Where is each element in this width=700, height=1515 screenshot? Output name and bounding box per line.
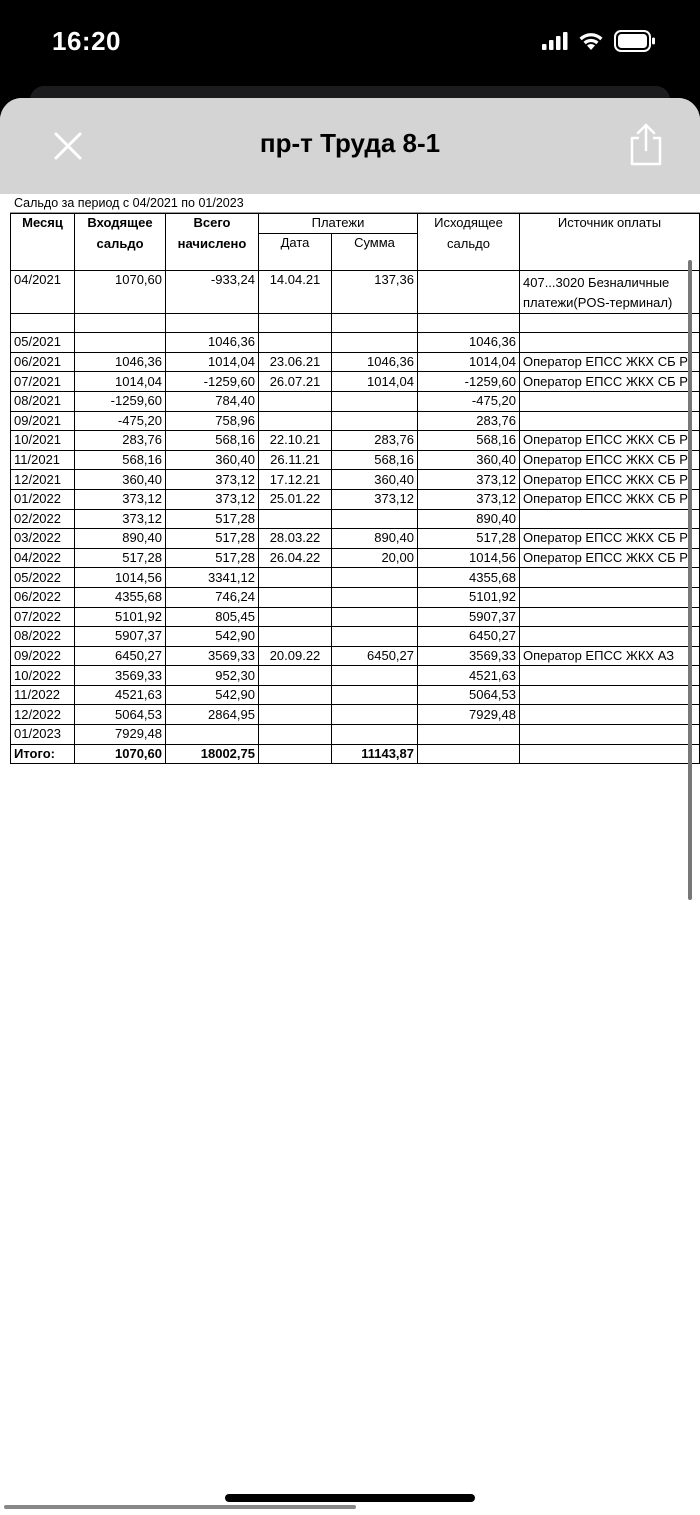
cell-source [520,509,700,529]
table-row [11,529,700,549]
table-row [11,431,700,451]
cell-closing: 5064,53 [418,685,520,705]
cell-sum [332,587,418,607]
cell-source [520,705,700,725]
cell-sum [332,666,418,686]
cell-closing: 3569,33 [418,646,520,666]
cell-date [259,725,332,745]
cell-month: 08/2021 [11,391,75,411]
cell-charged: 2864,95 [166,705,259,725]
cell-sum: 890,40 [332,529,418,549]
cell-month: 10/2022 [11,666,75,686]
table-row [11,607,700,627]
cell-charged: 517,28 [166,529,259,549]
cell-month: 05/2022 [11,568,75,588]
cell-closing: 890,40 [418,509,520,529]
cell-sum: 1046,36 [332,352,418,372]
cell-sum: 137,36 [332,270,418,313]
total-source [520,744,700,764]
cell-source [520,411,700,431]
header-charged-line1: Всего [193,215,231,230]
cell-closing: 360,40 [418,450,520,470]
cell-month: 06/2022 [11,587,75,607]
cell-sum: 568,16 [332,450,418,470]
cell-opening: 1014,04 [75,372,166,392]
cell-date [259,411,332,431]
table-row [11,470,700,490]
cell-closing: 5101,92 [418,587,520,607]
table-row [11,489,700,509]
cell-date: 26.04.22 [259,548,332,568]
cell-sum: 283,76 [332,431,418,451]
cell-closing: 4521,63 [418,666,520,686]
cell-closing: 1014,56 [418,548,520,568]
cell-source: Оператор ЕПСС ЖКХ СБ Р [520,352,700,372]
cell-closing: 568,16 [418,431,520,451]
cell-opening: 517,28 [75,548,166,568]
total-charged: 18002,75 [166,744,259,764]
table-row [11,270,700,313]
cell-source: Оператор ЕПСС ЖКХ СБ Р [520,489,700,509]
cell-month: 01/2022 [11,489,75,509]
cell-month: 12/2022 [11,705,75,725]
report-document[interactable] [10,194,700,1494]
header-row [11,214,700,234]
cell-date [259,685,332,705]
cell-charged: 3341,12 [166,568,259,588]
cell-charged: -933,24 [166,270,259,313]
cell-charged: 542,90 [166,685,259,705]
table-row [11,685,700,705]
cell-source [520,391,700,411]
header-closing-line1: Исходящее [434,215,503,230]
header-closing [418,214,520,271]
share-button[interactable] [626,122,666,168]
cell-opening: 6450,27 [75,646,166,666]
cell-month: 04/2022 [11,548,75,568]
table-row [11,333,700,353]
cell-date [259,568,332,588]
cell-source: Оператор ЕПСС ЖКХ СБ Р [520,548,700,568]
report-caption: Сальдо за период с 04/2021 по 01/2023 [10,194,700,213]
status-time: 16:20 [52,26,121,56]
cell-date [259,607,332,627]
document-title: пр-т Труда 8-1 [259,128,441,158]
cell-closing [418,270,520,313]
cell-sum [332,509,418,529]
cell-sum [332,568,418,588]
table-row [11,372,700,392]
cell-blank [166,313,259,333]
cell-source [520,587,700,607]
cell-source: Оператор ЕПСС ЖКХ АЗ [520,646,700,666]
cell-date [259,705,332,725]
cell-source: Оператор ЕПСС ЖКХ СБ Р [520,450,700,470]
cell-opening: 1070,60 [75,270,166,313]
cell-charged: 746,24 [166,587,259,607]
cell-date: 26.07.21 [259,372,332,392]
cell-charged: 373,12 [166,489,259,509]
horizontal-scrollbar[interactable] [4,1505,356,1509]
cell-source: Оператор ЕПСС ЖКХ СБ Р [520,470,700,490]
cell-date: 26.11.21 [259,450,332,470]
header-sum: Сумма [332,233,418,270]
header-source: Источник оплаты [520,214,700,271]
cell-month: 02/2022 [11,509,75,529]
cell-source-line1: 407...3020 Безналичные [523,274,670,290]
cell-closing: 1046,36 [418,333,520,353]
cell-date: 22.10.21 [259,431,332,451]
total-label: Итого: [11,744,75,764]
cell-closing: 7929,48 [418,705,520,725]
cell-blank [11,313,75,333]
cell-month: 09/2021 [11,411,75,431]
status-bar [0,0,700,96]
cell-closing: -1259,60 [418,372,520,392]
table-row [11,548,700,568]
total-closing [418,744,520,764]
cellular-signal-icon [542,32,568,50]
home-indicator[interactable] [225,1494,475,1502]
cell-sum [332,607,418,627]
cell-charged: -1259,60 [166,372,259,392]
cell-month: 05/2021 [11,333,75,353]
cell-date [259,509,332,529]
total-opening: 1070,60 [75,744,166,764]
cell-closing: 5907,37 [418,607,520,627]
cell-opening: -1259,60 [75,391,166,411]
header-payments: Платежи [259,214,418,234]
cell-sum [332,391,418,411]
table-row [11,352,700,372]
cell-charged: 952,30 [166,666,259,686]
battery-icon [614,30,656,52]
cell-charged: 542,90 [166,627,259,647]
cell-source-line2: платежи(POS-терминал) [523,294,673,310]
table-row [11,725,700,745]
wifi-icon [578,31,604,51]
cell-month: 12/2021 [11,470,75,490]
cell-sum [332,685,418,705]
table-row [11,705,700,725]
cell-opening: 373,12 [75,509,166,529]
cell-opening: 7929,48 [75,725,166,745]
cell-source [520,685,700,705]
cell-opening: 890,40 [75,529,166,549]
cell-sum: 20,00 [332,548,418,568]
share-icon [626,122,666,168]
cell-sum: 373,12 [332,489,418,509]
cell-sum [332,725,418,745]
total-row [11,744,700,764]
header-charged-line2: начислено [177,236,247,251]
cell-month: 08/2022 [11,627,75,647]
table-row [11,509,700,529]
cell-date: 25.01.22 [259,489,332,509]
cell-source [520,568,700,588]
cell-source [520,725,700,745]
header-opening-line2: сальдо [96,236,144,251]
cell-blank [75,313,166,333]
cell-charged: 373,12 [166,470,259,490]
cell-month: 10/2021 [11,431,75,451]
balance-table [10,213,700,764]
status-icons [542,30,656,52]
cell-sum: 6450,27 [332,646,418,666]
cell-source: Оператор ЕПСС ЖКХ СБ Р [520,372,700,392]
cell-source [520,607,700,627]
cell-opening [75,333,166,353]
cell-opening: 4521,63 [75,685,166,705]
cell-closing: 4355,68 [418,568,520,588]
cell-date: 20.09.22 [259,646,332,666]
header-opening-line1: Входящее [87,215,153,230]
cell-month: 07/2021 [11,372,75,392]
cell-charged: 758,96 [166,411,259,431]
cell-charged: 784,40 [166,391,259,411]
cell-charged: 805,45 [166,607,259,627]
cell-sum: 360,40 [332,470,418,490]
cell-opening: 3569,33 [75,666,166,686]
cell-month: 06/2021 [11,352,75,372]
total-sum: 11143,87 [332,744,418,764]
cell-charged: 3569,33 [166,646,259,666]
cell-date [259,333,332,353]
table-row [11,666,700,686]
cell-charged: 1046,36 [166,333,259,353]
total-date [259,744,332,764]
cell-sum [332,705,418,725]
cell-charged: 517,28 [166,548,259,568]
cell-sum [332,411,418,431]
cell-opening: 1046,36 [75,352,166,372]
cell-charged: 1014,04 [166,352,259,372]
cell-opening: 5064,53 [75,705,166,725]
cell-closing: 373,12 [418,470,520,490]
cell-date: 14.04.21 [259,270,332,313]
cell-opening: 373,12 [75,489,166,509]
cell-sum: 1014,04 [332,372,418,392]
nav-bar [0,98,700,194]
table-row [11,450,700,470]
cell-month: 11/2022 [11,685,75,705]
header-month: Месяц [11,214,75,271]
cell-opening: 568,16 [75,450,166,470]
cell-date: 28.03.22 [259,529,332,549]
cell-date [259,627,332,647]
table-row [11,627,700,647]
cell-source [520,270,700,313]
cell-source: Оператор ЕПСС ЖКХ СБ Р [520,431,700,451]
cell-month: 07/2022 [11,607,75,627]
cell-opening: 5101,92 [75,607,166,627]
cell-sum [332,333,418,353]
cell-date [259,391,332,411]
cell-date [259,587,332,607]
cell-charged: 568,16 [166,431,259,451]
header-date: Дата [259,233,332,270]
vertical-scrollbar[interactable] [688,260,692,900]
cell-closing: 517,28 [418,529,520,549]
table-row-blank [11,313,700,333]
cell-month: 03/2022 [11,529,75,549]
cell-date: 23.06.21 [259,352,332,372]
cell-closing: 1014,04 [418,352,520,372]
table-row [11,411,700,431]
cell-source [520,627,700,647]
cell-source [520,333,700,353]
cell-month: 04/2021 [11,270,75,313]
cell-closing [418,725,520,745]
cell-date: 17.12.21 [259,470,332,490]
document-sheet [0,98,700,1515]
cell-month: 11/2021 [11,450,75,470]
cell-opening: 360,40 [75,470,166,490]
cell-opening: 1014,56 [75,568,166,588]
cell-charged: 517,28 [166,509,259,529]
cell-month: 01/2023 [11,725,75,745]
table-row [11,646,700,666]
table-row [11,391,700,411]
cell-blank [259,313,332,333]
cell-sum [332,627,418,647]
cell-month: 09/2022 [11,646,75,666]
header-closing-line2: сальдо [447,236,490,251]
cell-opening: 5907,37 [75,627,166,647]
cell-closing: 283,76 [418,411,520,431]
cell-charged [166,725,259,745]
cell-blank [418,313,520,333]
cell-date [259,666,332,686]
table-row [11,587,700,607]
cell-closing: -475,20 [418,391,520,411]
cell-blank [332,313,418,333]
header-opening [75,214,166,271]
table-row [11,568,700,588]
cell-closing: 373,12 [418,489,520,509]
cell-opening: -475,20 [75,411,166,431]
cell-source [520,666,700,686]
cell-closing: 6450,27 [418,627,520,647]
cell-charged: 360,40 [166,450,259,470]
header-charged [166,214,259,271]
cell-blank [520,313,700,333]
cell-source: Оператор ЕПСС ЖКХ СБ Р [520,529,700,549]
cell-opening: 283,76 [75,431,166,451]
cell-opening: 4355,68 [75,587,166,607]
